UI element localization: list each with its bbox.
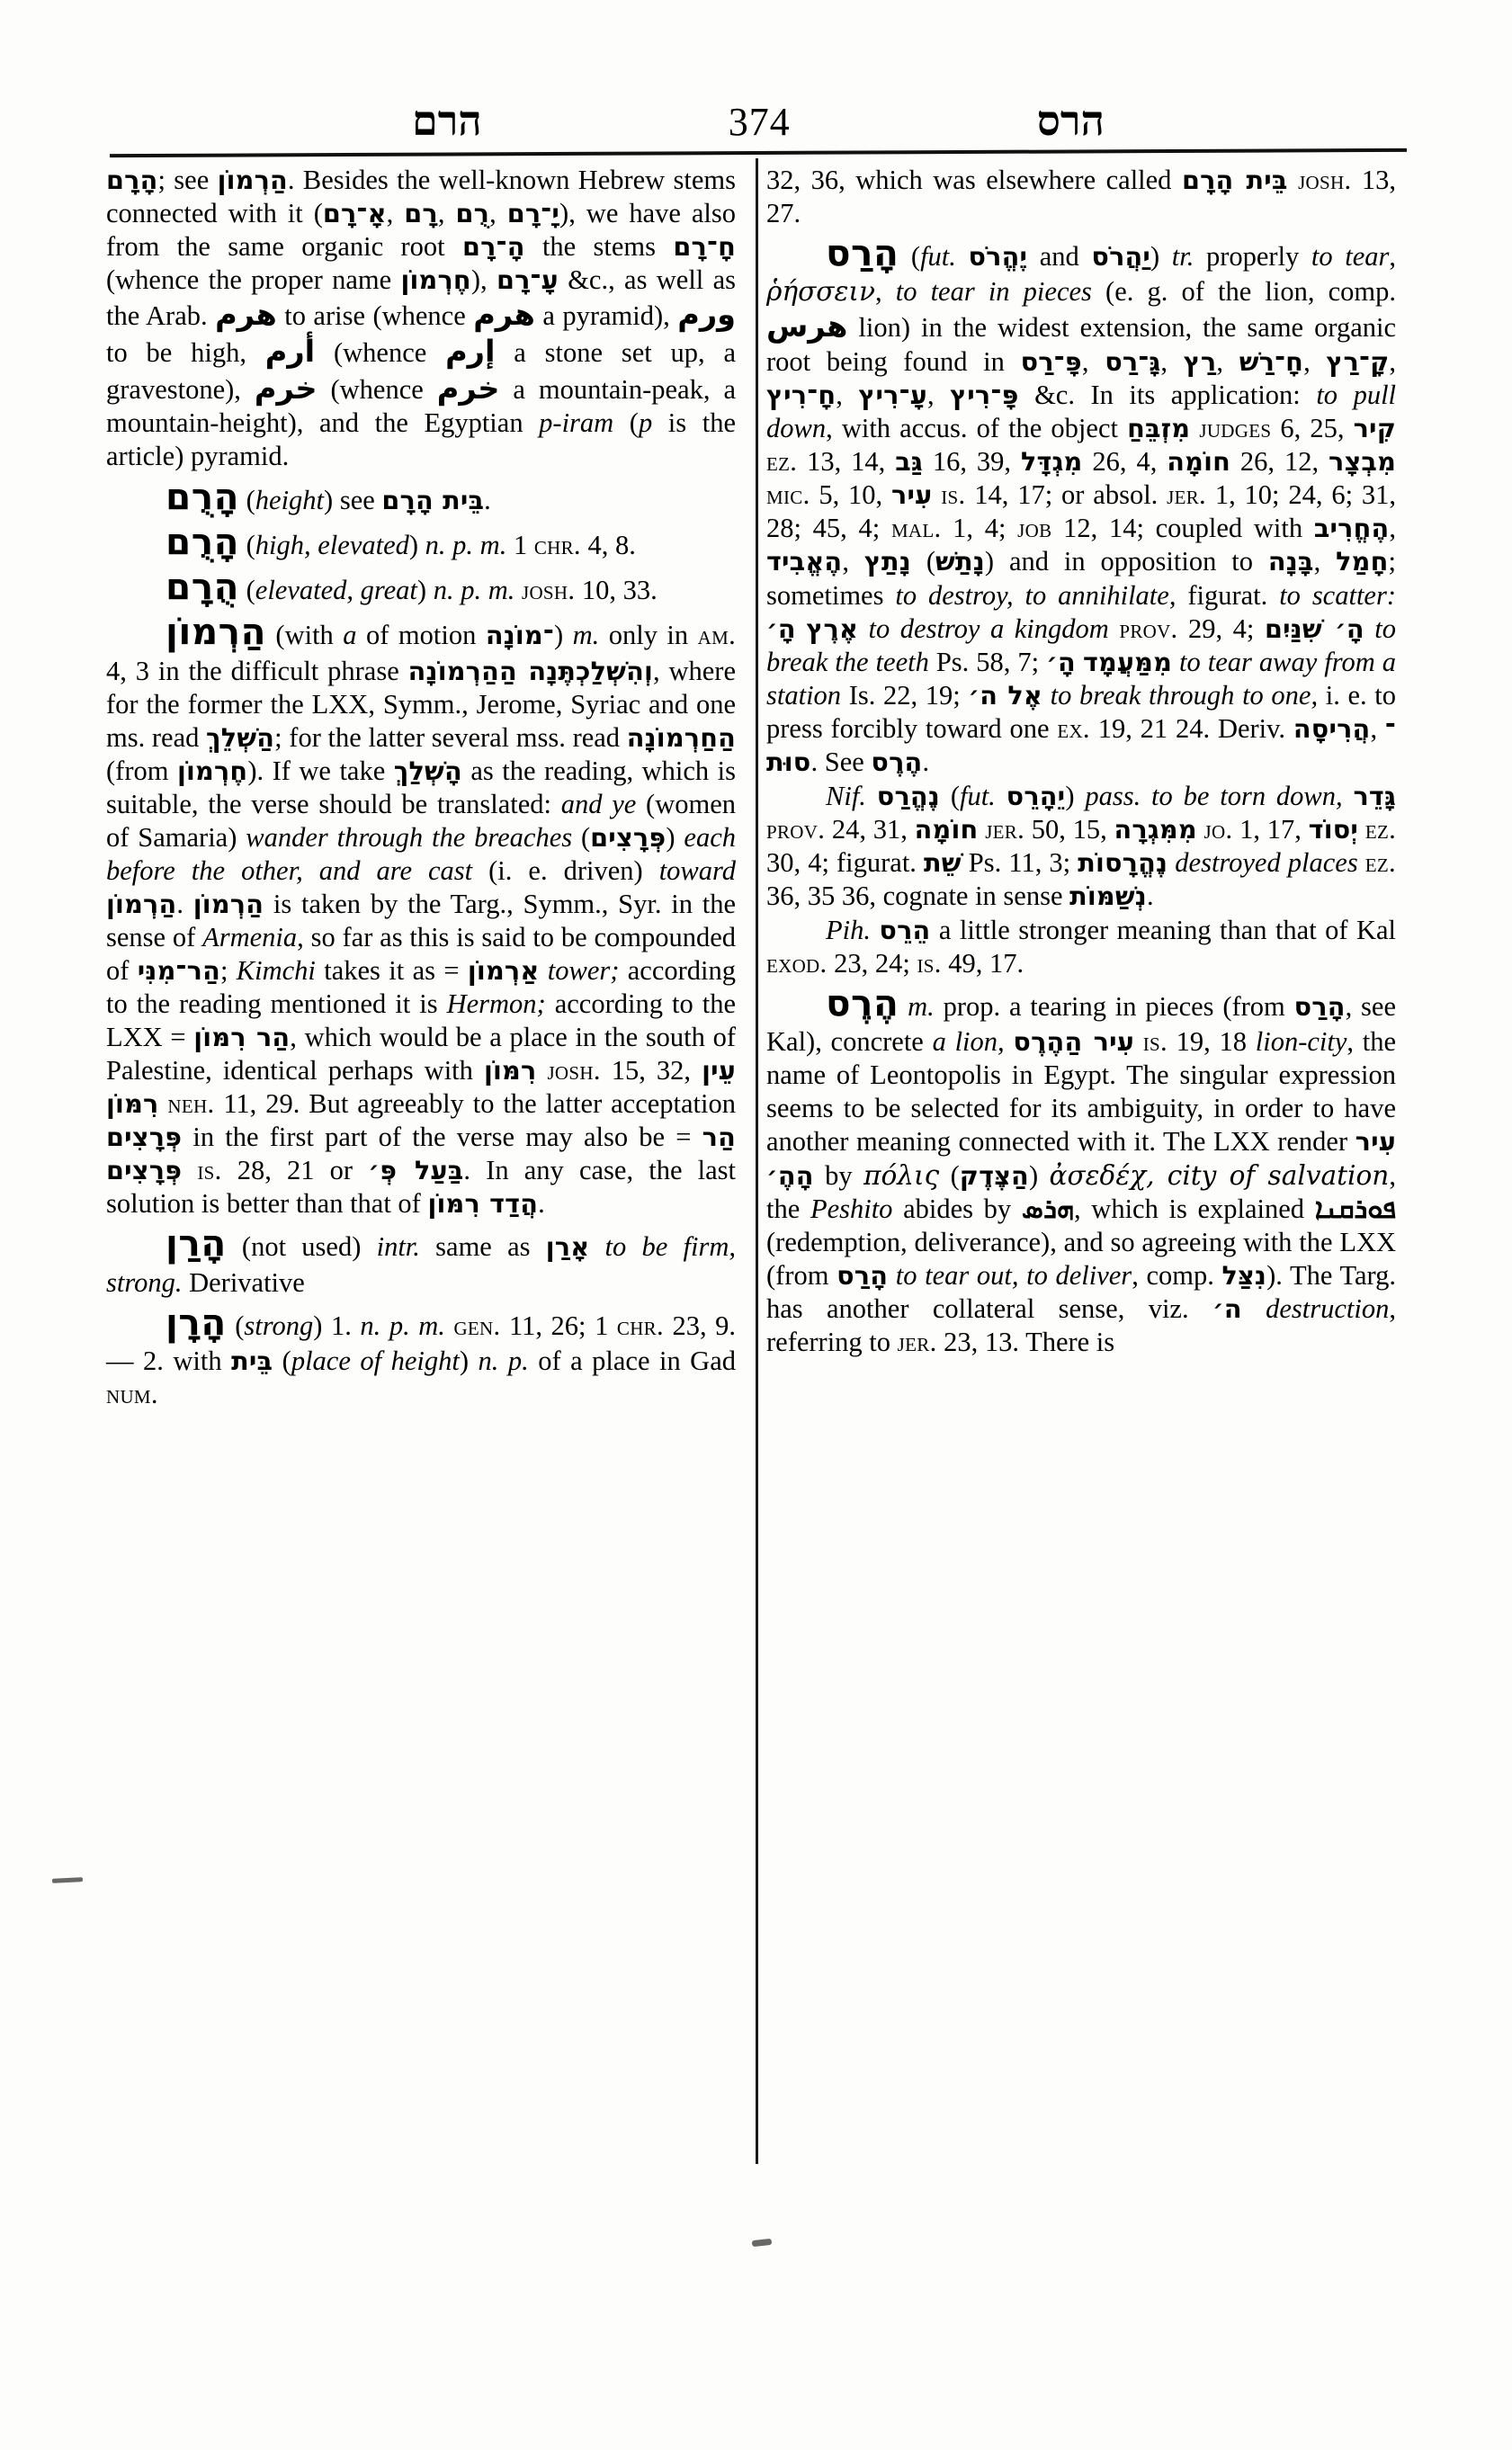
two-column-body xyxy=(106,164,1412,1411)
lexicon-entry: Pih. הֵרֵס a little stronger meaning than that of Kal exod. 23, 24; is. 49, 17. xyxy=(766,914,1396,979)
lexicon-entry: הַרְמוֹן (with a of motion ־מוֹנָה) m. only in am. 4, 3 in the difficult phrase וְהִשְׁלַכְתֶּנָה הַהַרְמוֹנָה, where for the former the LXX, Symm., Jerome, Syriac and one ms. read הַשְׁלֵךְ; for the latter several mss. read הַחַרְמוֹנָה (from חֶרְמוֹן). If we take הָשְׁלַךְ as the reading, which is suitable, the verse should be translated: and ye (women of Samaria) wander through the breaches (פְּרָצִים) each before the other, and are cast (i. e. driven) toward הַרְמוֹן. הַרְמוֹן is taken by the Targ., Symm., Syr. in the sense of Armenia, so far as this is said to be compounded of הַר־מִנִּי; Kimchi takes it as = אַרְמוֹן tower; according to the reading mentioned it is Hermon; according to the LXX = הַר רִמּוֹן, which would be a place in the south of Palestine, identical perhaps with רִמּוֹן josh. 15, 32, עֵין רִמּוֹן neh. 11, 29. But agreeably to the latter acceptation פְּרָצִים in the first part of the verse may also be = הַר פְּרָצִים is. 28, 21 or בַּעַל פְּ׳. In any case, the last solution is better than that of הֲדַד רִמּוֹן. xyxy=(106,610,737,1220)
lexicon-entry: הֻרָם (elevated, great) n. p. m. josh. 10, 33. xyxy=(166,565,658,609)
running-head xyxy=(106,79,1401,142)
lexicon-entry: הָרֻם (high, elevated) n. p. m. 1 chr. 4, 8. xyxy=(166,519,636,563)
page-number: 374 xyxy=(728,100,791,144)
lexicon-entry: הָרֻם (height) see בֵּית הָרָם. xyxy=(166,474,491,518)
lexicon-paragraph: הָרָם; see הַרְמוֹן. Besides the well-known Hebrew stems connected with it (אָ־רָם, רָם, רֻם, יָ־רָם), we have also from the same organic root הָ־רָם the stems חָ־רָם (whence the proper name חֶרְמוֹן), עָ־רָם &c., as well as the Arab. هرم to arise (whence هرم a pyramid), ورم to be high, أرم (whence إرم a stone set up, a gravestone), خرم (whence خرم a mountain-peak, a mountain-height), and the Egyptian p-iram (p is the article) pyramid. xyxy=(106,165,737,472)
right-column xyxy=(766,164,1396,1411)
lexicon-entry: Nif. נֶהֱרַס (fut. יֵהָרֵס) pass. to be torn down, גָּדֵר prov. 24, 31, חוֹמָה jer. 50, 15, מִמִּגְרָה jo. 1, 17, יְסוֹד ez. 30, 4; figurat. שֵׁת Ps. 11, 3; נֶהֱרָסוֹת destroyed places ez. 36, 35 36, cognate in sense נְשַׁמּוֹת. xyxy=(766,780,1397,911)
scan-artifact-bottom-mark xyxy=(752,2239,773,2247)
lexicon-entry: הֶרֶס m. prop. a tearing in pieces (from הָרַס, see Kal), concrete a lion, עִיר הַהֶרֶס is. 19, 18 lion-city, the name of Leontopolis in Egypt. The singular expression seems to be selected for its ambiguity, in order to have another meaning connected with it. The LXX render עִיר הָהֶ׳ by πόλις (הַצֶּדֶק) ἀσεδέχ, city of salvation, the Peshito abides by ܗܪܣ, which is explained ܦܘܪܩܢܐ (redemption, deliverance), and so agreeing with the LXX (from הָרַס to tear out, to deliver, comp. נִצַּל). The Targ. has another collateral sense, viz. ה׳ destruction, referring to jer. 23, 13. There is xyxy=(766,981,1397,1357)
lexicon-paragraph: 32, 36, which was elsewhere called בֵּית הָרָם josh. 13, 27. xyxy=(766,165,1397,229)
lexicon-entry: הָרַן (not used) intr. same as אָרַן to be firm, strong. Derivative xyxy=(106,1221,737,1298)
header-rule xyxy=(110,148,1407,157)
running-head-right-hebrew: הרס xyxy=(1036,98,1105,144)
running-head-left-hebrew: הרם xyxy=(412,98,482,144)
scan-artifact-left-dash xyxy=(52,1877,83,1883)
lexicon-entry: הָרָן (strong) 1. n. p. m. gen. 11, 26; 1 chr. 23, 9. — 2. with בֵּית (place of height) n. p. of a place in Gad num. xyxy=(106,1300,737,1410)
lexicon-entry: הָרַס (fut. יֶהֱרֹס and יַהֲרֹס) tr. properly to tear, ῥήσσειν, to tear in pieces (e. g. of the lion, comp. هرس lion) in the widest extension, the same organic root being found in פָּ־רַס, גָּ־רַס, רַץ, חָ־רַשׁ, קָ־רַץ, חָ־רִיץ, עָ־רִיץ, פָּ־רִיץ &c. In its application: to pull down, with accus. of the object מִזְבֵּחַ judges 6, 25, קִיר ez. 13, 14, גַּב 16, 39, מִגְדָּל 26, 4, חוֹמָה 26, 12, מִבְצָר mic. 5, 10, עִיר is. 14, 17; or absol. jer. 1, 10; 24, 6; 31, 28; 45, 4; mal. 1, 4; job 12, 14; coupled with הֶחֱרִיב, הֶאֱבִיד, נָתַץ (נָתַשׁ) and in opposition to בָּנָה, חָמַל; sometimes to destroy, to annihilate, figurat. to scatter: הָ׳ אֶרֶץ to destroy a kingdom prov. 29, 4; הָ׳ שִׁנַּיִם to break the teeth Ps. 58, 7; הָ׳ מִמַּעֲמָד to tear away from a station Is. 22, 19; אֶל ה׳ to break through to one, i. e. to press forcibly toward one ex. 19, 21 24. Deriv. הֲרִיסָה, ־סוּת. See הֶרֶס. xyxy=(766,231,1397,777)
left-column xyxy=(106,164,736,1411)
